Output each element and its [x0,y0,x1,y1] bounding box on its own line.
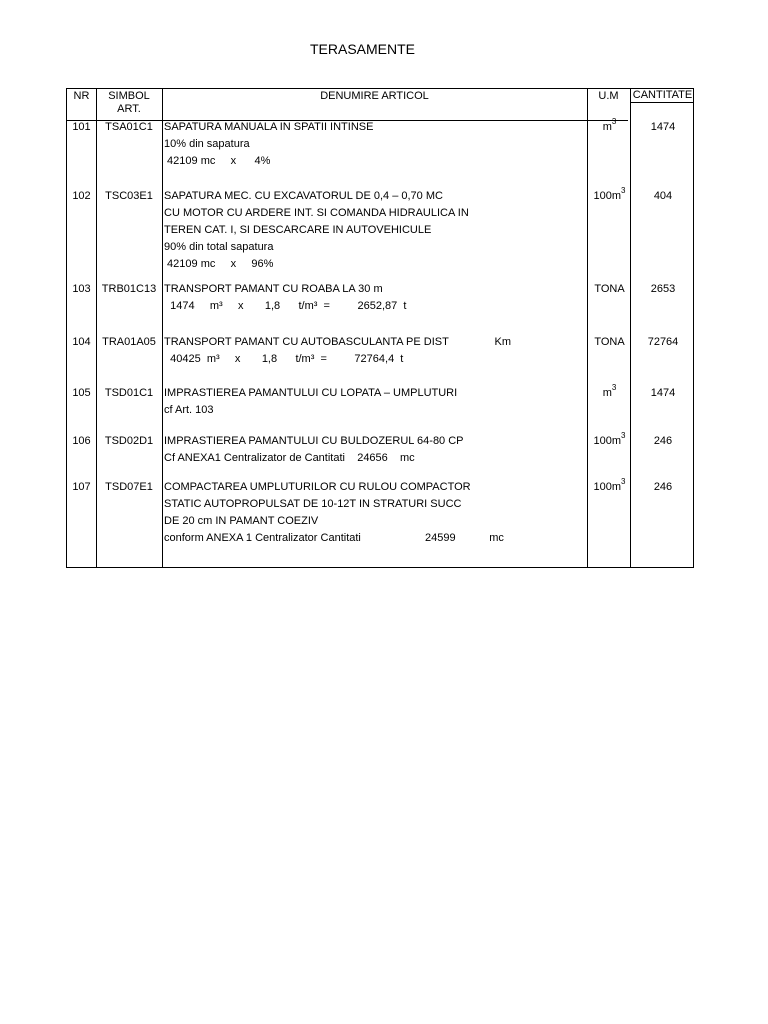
row-denumire-line: TEREN CAT. I, SI DESCARCARE IN AUTOVEHICULE [164,224,432,236]
row-um [588,281,631,298]
row-um-base: 100m [593,481,622,493]
row-simbol: TSD02D1 [104,435,154,447]
header-divider-qty [630,102,693,103]
row-um-exponent: 3 [621,477,626,487]
row-denumire-line: COMPACTAREA UMPLUTURILOR CU RULOU COMPACTOR [164,481,471,493]
header-nr: NR [73,90,90,102]
row-denumire-line: 10% din sapatura [164,138,250,150]
row-nr: 103 [72,283,91,295]
row-denumire-line: TRANSPORT PAMANT CU AUTOBASCULANTA PE DIST Km [164,336,511,348]
row-denumire-line: DE 20 cm IN PAMANT COEZIV [164,515,319,527]
row-simbol: TSD01C1 [104,387,154,399]
row-denumire-line: cf Art. 103 [164,404,214,416]
row-nr: 105 [72,387,91,399]
row-nr: 102 [72,190,91,202]
row-um-base: 100m [593,190,622,202]
header-denumire: DENUMIRE ARTICOL [320,90,429,102]
row-um-base: m [602,387,612,399]
row-um [588,385,631,402]
row-um [588,334,631,351]
row-um-base: TONA [594,336,625,348]
page-title: TERASAMENTE [309,41,415,57]
header-um: U.M [598,90,619,102]
row-denumire-line: TRANSPORT PAMANT CU ROABA LA 30 m [164,283,383,295]
row-denumire-line: 42109 mc x 4% [164,155,271,167]
row-simbol: TSA01C1 [105,121,153,133]
row-cantitate: 404 [653,190,673,202]
row-denumire [164,188,588,273]
row-denumire [164,119,588,170]
row-simbol: TRA01A05 [102,336,156,348]
row-denumire-line: IMPRASTIEREA PAMANTULUI CU LOPATA – UMPLUTURI [164,387,458,399]
row-simbol: TRB01C13 [101,283,157,295]
row-denumire-line: STATIC AUTOPROPULSAT DE 10-12T IN STRATURI SUCC [164,498,462,510]
row-um-base: 100m [593,435,622,447]
row-nr: 106 [72,435,91,447]
row-denumire-line: SAPATURA MANUALA IN SPATII INTINSE [164,121,374,133]
row-cantitate: 1474 [650,387,676,399]
row-cantitate: 2653 [650,283,676,295]
row-denumire-line: IMPRASTIEREA PAMANTULUI CU BULDOZERUL 64-80 CP [164,435,464,447]
row-denumire [164,433,588,467]
row-denumire [164,334,588,368]
row-denumire [164,281,588,315]
row-denumire-line: 40425 m³ x 1,8 t/m³ = 72764,4 t [164,353,404,365]
row-um [588,119,631,136]
row-um-exponent: 3 [611,117,617,127]
row-cantitate: 1474 [650,121,676,133]
row-denumire-line: conform ANEXA 1 Centralizator Cantitati 24599 mc [164,532,504,544]
row-denumire-line: Cf ANEXA1 Centralizator de Cantitati 24656 mc [164,452,415,464]
row-simbol: TSC03E1 [105,190,153,202]
row-denumire-line: SAPATURA MEC. CU EXCAVATORUL DE 0,4 – 0,70 MC [164,190,443,202]
row-denumire-line: CU MOTOR CU ARDERE INT. SI COMANDA HIDRAULICA IN [164,207,469,219]
quantities-table [66,88,694,568]
header-cantitate: CANTITATE [632,89,693,101]
row-cantitate: 246 [653,481,673,493]
row-denumire [164,479,588,547]
header-simbol-line2: ART. [117,103,141,115]
row-um-exponent: 3 [621,431,626,441]
row-cantitate: 246 [653,435,673,447]
row-um-exponent: 3 [621,186,626,196]
row-denumire-line: 42109 mc x 96% [164,258,274,270]
row-denumire-line: 90% din total sapatura [164,241,274,253]
header-simbol-line1: SIMBOL [108,90,150,102]
row-um-base: m [602,121,612,133]
row-um [588,479,631,496]
row-um-exponent: 3 [611,383,617,393]
row-denumire-line: 1474 m³ x 1,8 t/m³ = 2652,87 t [164,300,407,312]
row-simbol: TSD07E1 [105,481,153,493]
row-nr: 107 [72,481,91,493]
header-simbol [96,90,162,116]
row-um-base: TONA [594,283,625,295]
row-um [588,433,631,450]
row-cantitate: 72764 [647,336,679,348]
row-nr: 101 [72,121,91,133]
row-denumire [164,385,588,419]
row-um [588,188,631,205]
column-divider [162,89,163,567]
row-nr: 104 [72,336,91,348]
